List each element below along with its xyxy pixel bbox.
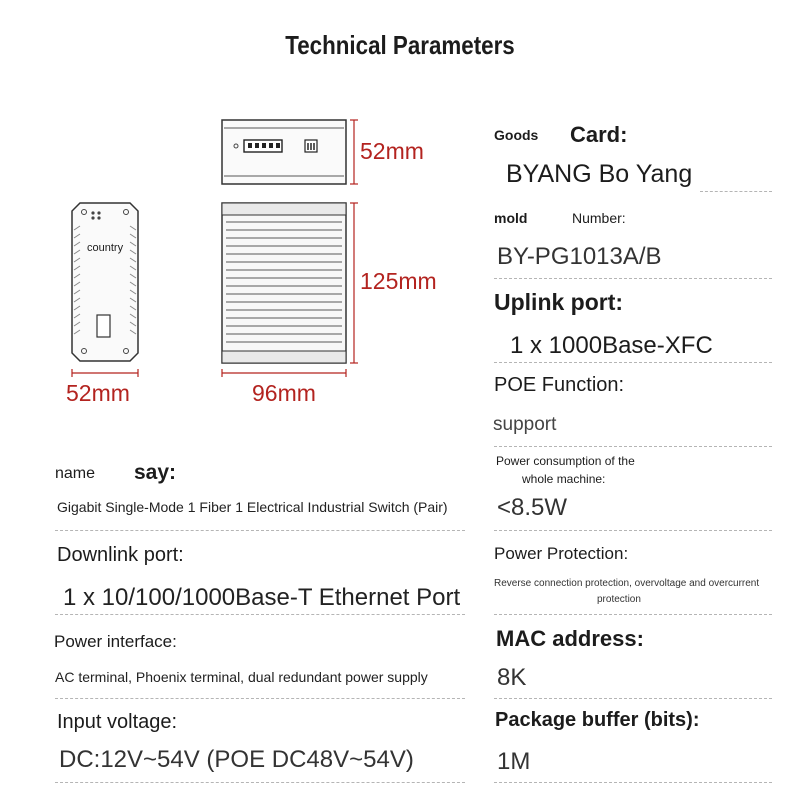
divider [55,614,465,615]
power-interface-label: Power interface: [54,632,177,651]
poe-value: support [493,414,557,435]
device-side-view [222,203,346,363]
power-consumption-value: <8.5W [497,494,568,521]
power-protection-value-line1: Reverse connection protection, overvoltage and overcurrent [494,578,760,589]
input-voltage-value: DC:12V~54V (POE DC48V~54V) [59,746,414,773]
power-interface-value: AC terminal, Phoenix terminal, dual redundant power supply [55,669,428,685]
divider [494,782,772,783]
dimension-width-front: 52mm [66,380,130,406]
device-top-view [222,120,346,184]
downlink-value: 1 x 10/100/1000Base-T Ethernet Port [63,584,461,611]
divider [494,362,772,363]
model-label-b: Number: [572,210,626,226]
poe-label: POE Function: [494,374,625,396]
dimension-bracket-width-side [222,369,346,377]
name-label-a: name [55,465,96,482]
downlink-label: Downlink port: [57,544,184,566]
power-consumption-label-line1: Power consumption of the [496,454,635,468]
model-value: BY-PG1013A/B [497,243,662,270]
divider [55,698,465,699]
device-front-view [72,203,138,361]
divider [55,530,465,531]
uplink-label: Uplink port: [494,289,624,315]
dimension-height-top: 52mm [360,138,424,164]
dimension-bracket-height [350,120,358,184]
dimension-length-side: 125mm [360,268,437,294]
uplink-value: 1 x 1000Base-XFC [510,332,713,359]
goods-value: BYANG Bo Yang [506,160,693,188]
divider [494,278,772,279]
divider [494,698,772,699]
dimension-bracket-width-front [72,369,138,377]
divider [55,782,465,783]
goods-label-b: Card: [570,122,628,147]
divider [494,446,772,447]
divider [700,191,772,192]
divider [494,530,772,531]
divider [494,614,772,615]
power-protection-value-line2: protection [597,594,641,605]
name-label-b: say: [134,461,177,484]
input-voltage-label: Input voltage: [57,711,178,733]
power-protection-label: Power Protection: [494,544,629,563]
name-value: Gigabit Single-Mode 1 Fiber 1 Electrical Industrial Switch (Pair) [57,499,448,515]
page-title: Technical Parameters [285,30,515,60]
model-label-a: mold [494,210,528,226]
goods-label-a: Goods [494,127,539,143]
dimension-width-side: 96mm [252,380,316,406]
mac-label: MAC address: [496,626,644,651]
mac-value: 8K [497,664,527,691]
power-consumption-label-line2: whole machine: [522,472,606,486]
dimension-bracket-length [350,203,358,363]
device-label: country [87,242,124,254]
buffer-value: 1M [497,748,531,775]
buffer-label: Package buffer (bits): [495,709,700,731]
